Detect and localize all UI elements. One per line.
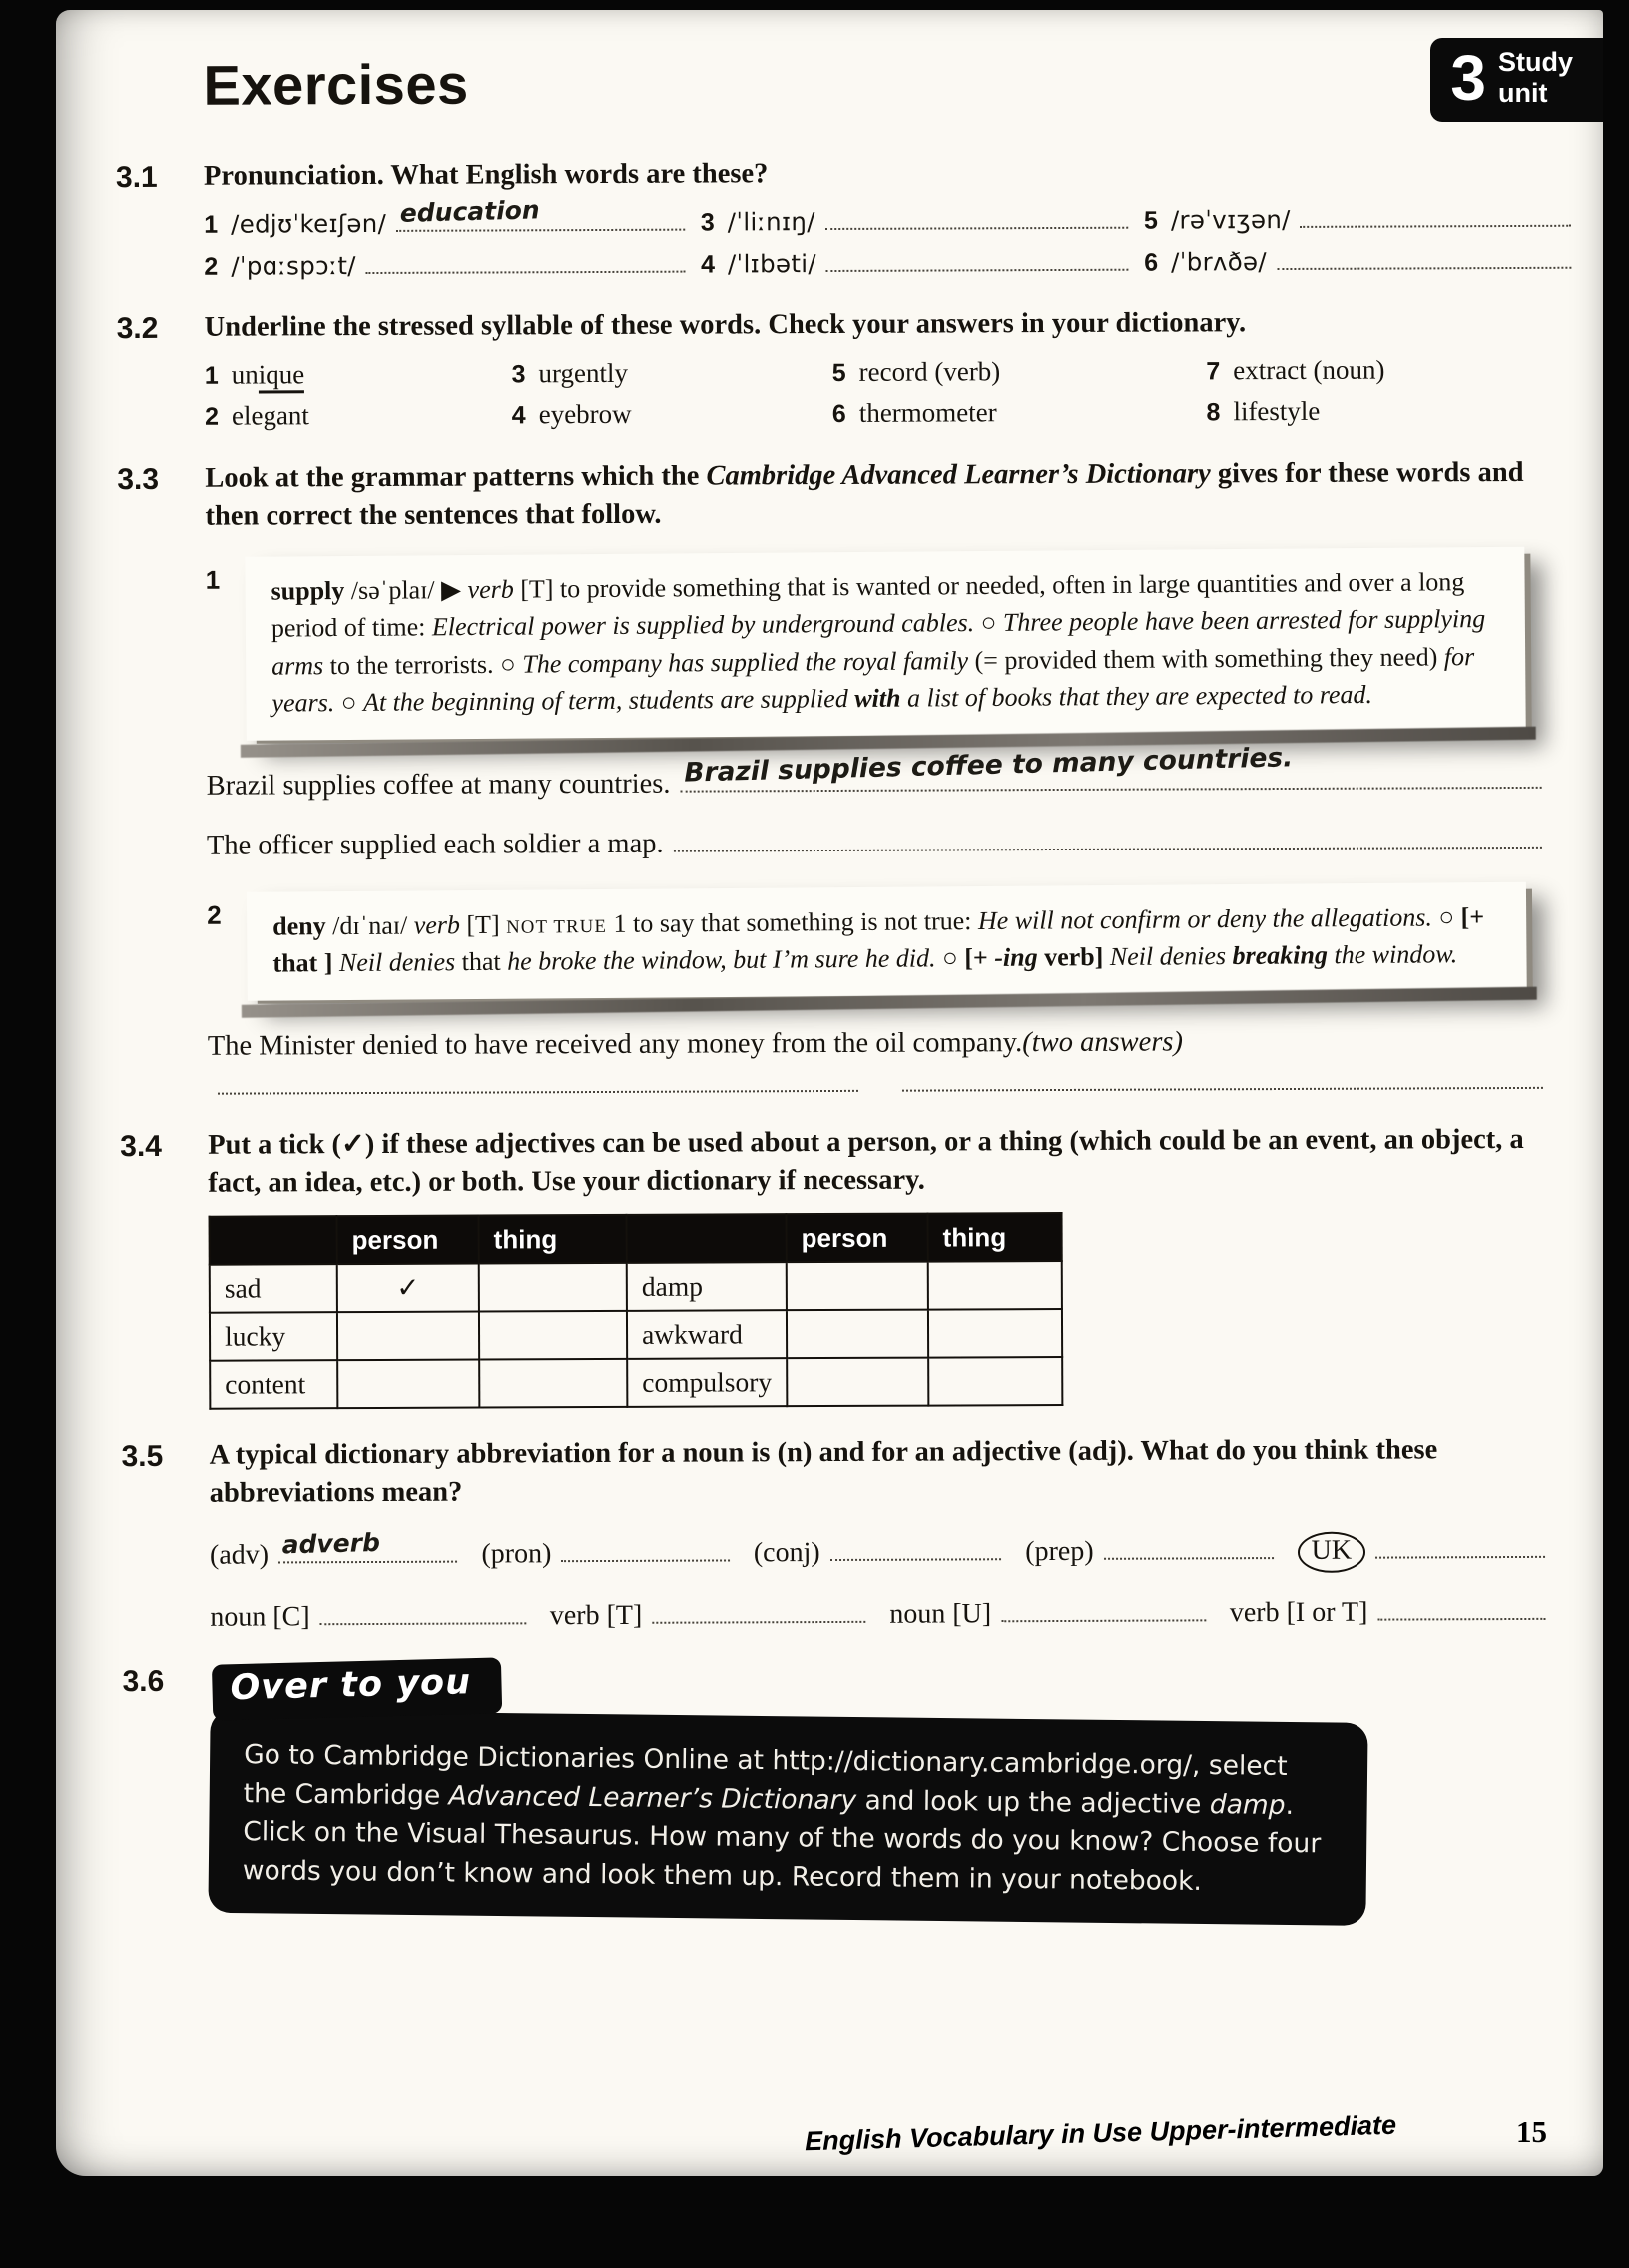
answer-blank [1301,220,1572,227]
book-title: English Vocabulary in Use Upper-intermediate [804,2109,1397,2157]
abbr-item-adv [209,1527,458,1571]
answer-blank [1001,1615,1206,1622]
answer-line [902,1083,1543,1092]
unit-badge [1430,38,1603,122]
tick-cell [337,1360,479,1409]
ipa-transcription: /edjʊˈkeɪʃən/ [231,208,387,239]
tick-cell [337,1312,479,1361]
stress-items [205,354,1540,432]
section-3-3 [117,454,1543,1099]
item-number: 3 [511,360,526,389]
item-number: 6 [831,400,846,429]
item-number: 4 [511,401,526,430]
abbr-label: (pron) [481,1537,552,1570]
header-blank [627,1214,787,1263]
printed-sentence: Brazil supplies coffee at many countries. [206,768,671,802]
word: unique [232,360,305,391]
handwritten-answer: adverb [281,1527,381,1559]
exercise-prompt: Underline the stressed syllable of these words. Check your answers in your dictionary. [204,306,1247,343]
section-3-5 [122,1431,1546,1633]
page-number: 15 [1516,2114,1547,2149]
item-number: 5 [831,359,846,388]
exercise-prompt: A typical dictionary abbreviation for a noun is (n) and for an adjective (adj). What do you think these abbreviations mean? [209,1434,1438,1509]
exercise-prompt: Put a tick (✓) if these adjectives can be used about a person, or a thing (which could be an event, an object, a fact, an idea, etc.) or both. Use your dictionary if necessary. [208,1124,1524,1199]
section-number: 3.5 [121,1440,164,1474]
section-number: 3.2 [116,311,159,345]
word: thermometer [858,397,997,429]
dictionary-entry-text: deny /dɪˈnaɪ/ verb [T] NOT TRUE 1 to say that something is not true: He will not confirm or deny the allegations. ○ [+ that ] Neil denies that he broke the window, but I’m sure he did. ○ [+ -ing verb] Neil denies breaking the window. [272,902,1485,979]
dictionary-entry-row [207,884,1542,999]
word: record (verb) [858,356,1001,388]
pronunciation-item [204,249,685,281]
tick-cell [787,1310,928,1359]
adjective-cell: content [210,1360,337,1409]
abbr-item-noun-c [210,1600,526,1633]
answer-blank [366,266,685,273]
dictionary-entry-row [206,549,1542,739]
handwritten-correction: Brazil supplies coffee to many countries. [683,742,1294,789]
ipa-transcription: /ˈpɑːspɔːt/ [231,250,356,281]
item-number: 6 [1144,248,1159,277]
uk-oval-label: UK [1298,1531,1366,1572]
adjective-table [209,1212,1064,1410]
adjective-cell: sad [210,1264,337,1313]
adjective-cell: compulsory [627,1358,787,1407]
ipa-transcription: /rəˈvɪʒən/ [1170,204,1291,235]
item-number: 3 [700,208,715,237]
answer-line [674,843,1542,852]
section-number: 3.1 [115,160,158,195]
abbr-item-noun-u [889,1597,1206,1630]
entry-number: 1 [205,565,221,596]
header-blank [210,1216,337,1265]
abbr-label: (prep) [1025,1535,1094,1567]
answer-blank [1377,1613,1545,1620]
stress-item [1206,354,1540,386]
adjective-cell: lucky [210,1312,337,1361]
abbr-label: (adv) [209,1538,270,1571]
answer-blank [826,264,1128,271]
tick-cell [787,1262,928,1311]
unit-labels [1498,47,1573,109]
pronunciation-item [701,205,1128,237]
item-number: 1 [204,210,219,239]
answer-blank [320,1618,526,1625]
table-row [210,1309,1062,1361]
ipa-transcription: /ˈbrʌðə/ [1171,246,1268,277]
abbr-item-uk [1298,1530,1546,1572]
abbr-label: noun [C] [210,1600,310,1633]
answer-blank [561,1555,729,1562]
pronunciation-item [204,194,685,239]
table-row [210,1357,1062,1409]
abbr-item-prep [1025,1535,1274,1568]
item-number: 5 [1143,206,1158,235]
unit-number: 3 [1450,42,1486,114]
exercise-prompt: Look at the grammar patterns which the Cambridge Advanced Learner’s Dictionary gives for these words and then correct the sentences that follow. [205,457,1524,532]
section-3-2 [117,302,1541,432]
answer-blank [652,1616,865,1623]
stress-item [832,356,1207,389]
tick-cell [928,1309,1062,1358]
tick-cell [479,1263,627,1312]
stress-item [205,359,512,391]
abbr-label: verb [T] [549,1599,643,1631]
page-title: Exercises [203,52,469,117]
section-number: 3.6 [122,1664,165,1698]
pronunciation-item [1144,203,1571,235]
entry-number: 2 [207,899,222,930]
header-thing: thing [928,1213,1062,1262]
unit-label-unit: unit [1497,78,1548,108]
tick-cell [479,1311,627,1360]
table-row [210,1261,1062,1313]
header-person: person [337,1216,479,1265]
stress-item [1206,395,1540,427]
printed-sentence: The officer supplied each soldier a map. [206,828,664,861]
item-number: 7 [1206,357,1221,386]
answer-line [218,1086,858,1095]
header-person: person [787,1214,928,1263]
pronunciation-items [204,194,1539,281]
section-3-1 [116,152,1540,282]
stress-item [832,397,1207,430]
over-to-you-box [208,1709,1367,1925]
answer-lines [208,1083,1543,1095]
section-number: 3.3 [117,463,160,497]
abbr-label: verb [I or T] [1229,1596,1368,1628]
abbr-item-verb-i-t [1230,1595,1546,1628]
header-thing: thing [479,1215,627,1264]
handwritten-answer: education [399,194,540,228]
over-to-you-text: Go to Cambridge Dictionaries Online at http://dictionary.cambridge.org/, select the Cambridge Advanced Learner’s Dictionary and look up the adjective damp. Click on the Visual Thesaurus. How many of the words do you know? Choose four words you don’t know and look them up. Record them in your notebook. [242,1738,1322,1897]
word: elegant [231,400,309,431]
exercise-prompt: Pronunciation. What English words are these? [203,158,769,192]
answer-blank [278,1527,457,1563]
dictionary-entry-deny [247,882,1527,1001]
tick-cell [479,1359,627,1408]
word: eyebrow [538,399,632,430]
section-number: 3.4 [120,1129,163,1164]
tick-cell [928,1357,1062,1406]
item-number: 2 [204,402,220,431]
answer-blank [825,222,1128,229]
abbreviation-row [209,1527,1545,1577]
two-answers-note: (two answers) [1022,1026,1184,1059]
stress-item [205,400,512,432]
table-header-row [210,1213,1062,1265]
answer-blank [1277,262,1571,269]
abbr-item-pron [481,1537,730,1570]
abbr-item-conj [754,1536,1002,1569]
correction-sentence [207,825,1542,862]
abbr-label: noun [U] [889,1597,992,1630]
section-3-6 [122,1655,1546,1912]
printed-sentence: The Minister denied to have received any money from the oil company. [207,1027,1023,1062]
item-number: 2 [204,252,219,281]
word: lifestyle [1233,396,1321,427]
stress-item [512,357,832,389]
tick-cell [787,1358,928,1407]
item-number: 4 [700,250,716,279]
dictionary-entry-supply [245,547,1525,741]
tick-cell: ✓ [337,1264,479,1313]
answer-blank [830,1554,1002,1561]
answer-blank [1104,1553,1274,1560]
stressed-syllable: ique [259,360,305,394]
correction-sentence [208,1025,1543,1063]
item-number: 8 [1206,398,1221,427]
pronunciation-item [1144,245,1571,277]
banner-label: Over to you [230,1661,472,1708]
tick-cell [928,1261,1062,1310]
word: extract (noun) [1233,354,1385,386]
answer-line [680,742,1541,793]
page-footer [804,2109,1547,2157]
unit-label-study: Study [1497,46,1573,77]
stress-item [512,398,832,430]
abbr-item-verb-t [550,1598,866,1631]
dictionary-entry-text: supply /səˈplaɪ/ ▶ verb [T] to provide something that is wanted or needed, often in large quantities and over a long period of time: Electrical power is supplied by underground cables. ○ Three people have been arrested for supplying arms to the terrorists. ○ The company has supplied the royal family (= provided them with something they need) for years. ○ At the beginning of term, students are supplied with a list of books that they are expected to read. [271,567,1486,719]
correction-sentence [206,742,1542,803]
answer-blank [396,194,685,231]
answer-blank [1375,1551,1545,1558]
ipa-transcription: /ˈlɪbəti/ [727,248,816,279]
ipa-transcription: /ˈliːnɪŋ/ [727,206,815,237]
pronunciation-item [701,247,1128,279]
abbr-label: (conj) [753,1536,820,1568]
word: urgently [538,358,629,389]
adjective-cell: damp [627,1262,787,1311]
over-to-you-banner [212,1657,502,1720]
abbreviation-row [210,1595,1545,1633]
page-content [51,7,1607,2180]
adjective-cell: awkward [627,1310,787,1359]
section-3-4 [120,1121,1544,1410]
book-page [56,10,1603,2176]
item-number: 1 [204,361,219,390]
